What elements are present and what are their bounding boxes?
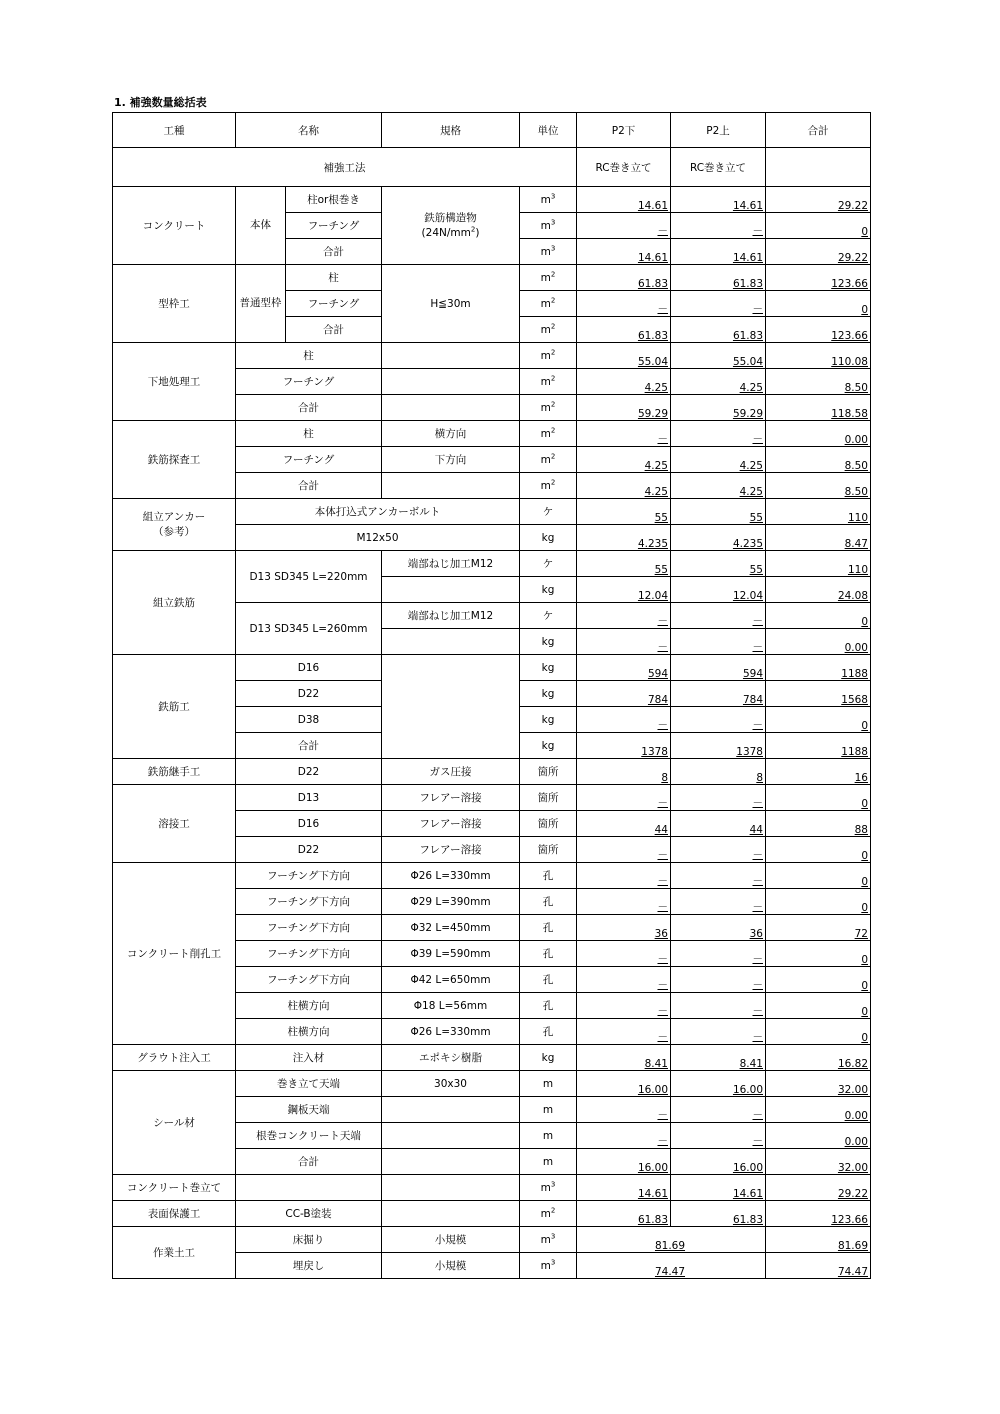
item-name: 巻き立て天端: [236, 1071, 382, 1097]
p2-lower-value: －: [577, 291, 671, 317]
table-row: [113, 863, 871, 889]
p2-upper-value: 16.00: [671, 1149, 766, 1175]
p2-lower-value: 55: [577, 551, 671, 577]
table-row: [113, 551, 871, 577]
p2-upper-value: －: [671, 837, 766, 863]
p2-upper-value: 1378: [671, 733, 766, 759]
p2-upper-value: －: [671, 941, 766, 967]
unit-cell: 孔: [520, 967, 577, 993]
spec-cell: フレアー溶接: [382, 837, 520, 863]
p2-lower-value: －: [577, 837, 671, 863]
unit-cell: $m^2$: [520, 317, 577, 343]
method-label: 補強工法: [113, 148, 577, 187]
p2-upper-value: －: [671, 1123, 766, 1149]
total-value: 0: [766, 889, 871, 915]
item-name: 合計: [236, 1149, 382, 1175]
unit-cell: 箇所: [520, 811, 577, 837]
total-value: 0: [766, 837, 871, 863]
p2-lower-value: －: [577, 1019, 671, 1045]
spec-cell: 横方向: [382, 421, 520, 447]
item-name: D22: [236, 759, 382, 785]
unit-cell: kg: [520, 629, 577, 655]
item-name: 本体打込式アンカーボルト: [236, 499, 520, 525]
unit-cell: 箇所: [520, 837, 577, 863]
unit-cell: m: [520, 1123, 577, 1149]
p2-lower-value: 16.00: [577, 1149, 671, 1175]
unit-cell: $m^2$: [520, 369, 577, 395]
table-row: [113, 113, 871, 148]
p2-upper-value: 55: [671, 499, 766, 525]
p2-upper-value: 61.83: [671, 317, 766, 343]
p2-lower-value: －: [577, 993, 671, 1019]
p2-upper-value: 4.235: [671, 525, 766, 551]
total-value: 123.66: [766, 1201, 871, 1227]
spec-cell: 端部ねじ加工M12: [382, 551, 520, 577]
item-name: CC-B塗装: [236, 1201, 382, 1227]
item-name: 鋼板天端: [236, 1097, 382, 1123]
p2-upper-value: 594: [671, 655, 766, 681]
p2-lower-value: －: [577, 967, 671, 993]
total-value: 8.50: [766, 447, 871, 473]
section-welding: 溶接工: [113, 785, 236, 863]
total-value: 8.50: [766, 473, 871, 499]
header-tani: 単位: [520, 113, 577, 148]
p2-lower-value: 14.61: [577, 1175, 671, 1201]
p2-combined-value: 74.47: [577, 1253, 766, 1279]
unit-cell: $m^3$: [520, 1253, 577, 1279]
p2-lower-value: －: [577, 863, 671, 889]
p2-lower-value: －: [577, 785, 671, 811]
total-value: 0.00: [766, 629, 871, 655]
p2-upper-value: 61.83: [671, 265, 766, 291]
p2-lower-value: －: [577, 603, 671, 629]
p2-upper-value: －: [671, 1019, 766, 1045]
p2-upper-value: 784: [671, 681, 766, 707]
item-name: 根巻コンクリート天端: [236, 1123, 382, 1149]
item-name: 注入材: [236, 1045, 382, 1071]
total-value: 110: [766, 551, 871, 577]
total-value: 1188: [766, 655, 871, 681]
item-name: D13: [236, 785, 382, 811]
total-value: 0: [766, 993, 871, 1019]
section-rebar-work: 鉄筋工: [113, 655, 236, 759]
p2-upper-value: －: [671, 707, 766, 733]
unit-cell: 孔: [520, 889, 577, 915]
item-name: 柱: [236, 421, 382, 447]
item-name: フーチング下方向: [236, 915, 382, 941]
item-name: フーチング下方向: [236, 967, 382, 993]
p2-combined-value: 81.69: [577, 1227, 766, 1253]
total-value: 1188: [766, 733, 871, 759]
p2-lower-value: 14.61: [577, 239, 671, 265]
spec-cell: 端部ねじ加工M12: [382, 603, 520, 629]
section-concrete: コンクリート: [113, 187, 236, 265]
table-row: [113, 1201, 871, 1227]
item-name: 合計: [236, 395, 382, 421]
table-row: [113, 785, 871, 811]
table-row: [113, 1227, 871, 1253]
table-row: [113, 148, 871, 187]
p2-lower-value: 8: [577, 759, 671, 785]
spec-cell: 30x30: [382, 1071, 520, 1097]
total-value: 1568: [766, 681, 871, 707]
p2-lower-value: 59.29: [577, 395, 671, 421]
total-value: 72: [766, 915, 871, 941]
unit-cell: m: [520, 1071, 577, 1097]
total-value: 88: [766, 811, 871, 837]
section-grout: グラウト注入工: [113, 1045, 236, 1071]
unit-cell: m: [520, 1149, 577, 1175]
p2-upper-value: 8: [671, 759, 766, 785]
unit-cell: m: [520, 1097, 577, 1123]
spec-concrete: 鉄筋構造物 $(24N/mm^2)$: [382, 187, 520, 265]
section-earthwork: 作業土工: [113, 1227, 236, 1279]
p2-lower-value: 44: [577, 811, 671, 837]
total-value: 123.66: [766, 317, 871, 343]
p2-lower-value: 594: [577, 655, 671, 681]
total-value: 16.82: [766, 1045, 871, 1071]
header-p2-lower: P2下: [577, 113, 671, 148]
total-value: 0: [766, 213, 871, 239]
spec-cell: Φ29 L=390mm: [382, 889, 520, 915]
p2-upper-value: －: [671, 291, 766, 317]
total-value: 8.50: [766, 369, 871, 395]
item-name: D13 SD345 L=220mm: [236, 551, 382, 603]
total-value: 29.22: [766, 1175, 871, 1201]
p2-upper-value: 59.29: [671, 395, 766, 421]
p2-upper-value: －: [671, 967, 766, 993]
p2-lower-value: －: [577, 421, 671, 447]
p2-lower-value: 16.00: [577, 1071, 671, 1097]
item-name: フーチング下方向: [236, 889, 382, 915]
spec-cell: [382, 343, 520, 369]
total-value: 0: [766, 291, 871, 317]
total-value: 32.00: [766, 1071, 871, 1097]
item-name: M12x50: [236, 525, 520, 551]
group-hontai: 本体: [236, 187, 286, 265]
reinforcement-quantity-table: [112, 112, 871, 1279]
item-name: フーチング: [286, 213, 382, 239]
p2-upper-value: 16.00: [671, 1071, 766, 1097]
spec-cell: [382, 1175, 520, 1201]
total-value: 110.08: [766, 343, 871, 369]
unit-cell: $m^2$: [520, 1201, 577, 1227]
p2-lower-value: 12.04: [577, 577, 671, 603]
unit-cell: $m^2$: [520, 291, 577, 317]
p2-lower-value: 4.235: [577, 525, 671, 551]
item-name: D38: [236, 707, 382, 733]
header-p2-upper: P2上: [671, 113, 766, 148]
unit-cell: 孔: [520, 915, 577, 941]
total-value: 24.08: [766, 577, 871, 603]
section-seal: シール材: [113, 1071, 236, 1175]
item-name: D16: [236, 655, 382, 681]
item-name: 合計: [236, 733, 382, 759]
unit-cell: 箇所: [520, 759, 577, 785]
p2-lower-value: 4.25: [577, 447, 671, 473]
p2-upper-value: 4.25: [671, 447, 766, 473]
spec-cell: [382, 395, 520, 421]
total-value: 29.22: [766, 187, 871, 213]
p2-upper-value: 61.83: [671, 1201, 766, 1227]
table-row: [113, 187, 871, 213]
spec-cell: Φ26 L=330mm: [382, 1019, 520, 1045]
spec-formwork: H≦30m: [382, 265, 520, 343]
p2-lower-value: 14.61: [577, 187, 671, 213]
unit-cell: kg: [520, 707, 577, 733]
item-name: フーチング: [236, 369, 382, 395]
total-value: 0: [766, 941, 871, 967]
p2-upper-value: 8.41: [671, 1045, 766, 1071]
total-value: 110: [766, 499, 871, 525]
unit-cell: $m^2$: [520, 421, 577, 447]
section-surface: 下地処理工: [113, 343, 236, 421]
unit-cell: $m^2$: [520, 473, 577, 499]
unit-cell: $m^2$: [520, 395, 577, 421]
p2-upper-value: 4.25: [671, 473, 766, 499]
spec-cell: 小規模: [382, 1253, 520, 1279]
item-name: 柱: [286, 265, 382, 291]
p2-upper-value: 44: [671, 811, 766, 837]
unit-cell: ケ: [520, 603, 577, 629]
p2-lower-value: 8.41: [577, 1045, 671, 1071]
spec-cell: 下方向: [382, 447, 520, 473]
spec-cell: 小規模: [382, 1227, 520, 1253]
item-name: 柱or根巻き: [286, 187, 382, 213]
item-name: 合計: [286, 317, 382, 343]
spec-cell: Φ39 L=590mm: [382, 941, 520, 967]
table-row: [113, 1071, 871, 1097]
unit-cell: $m^2$: [520, 265, 577, 291]
spec-cell: [382, 1201, 520, 1227]
p2-upper-value: －: [671, 785, 766, 811]
p2-upper-value: －: [671, 889, 766, 915]
table-row: [113, 343, 871, 369]
spec-cell: [382, 1097, 520, 1123]
spec-cell: ガス圧接: [382, 759, 520, 785]
item-name: D13 SD345 L=260mm: [236, 603, 382, 655]
p2-lower-value: －: [577, 707, 671, 733]
p2-lower-value: 61.83: [577, 317, 671, 343]
total-value: 32.00: [766, 1149, 871, 1175]
total-value: 0: [766, 967, 871, 993]
p2-upper-value: 12.04: [671, 577, 766, 603]
p2-lower-value: 784: [577, 681, 671, 707]
item-name: [236, 1175, 382, 1201]
spec-cell: Φ32 L=450mm: [382, 915, 520, 941]
section-drilling: コンクリート削孔工: [113, 863, 236, 1045]
item-name: 柱横方向: [236, 993, 382, 1019]
header-total: 合計: [766, 113, 871, 148]
unit-cell: $m^3$: [520, 187, 577, 213]
p2-upper-value: －: [671, 863, 766, 889]
unit-cell: 孔: [520, 1019, 577, 1045]
section-rebar-joint: 鉄筋継手工: [113, 759, 236, 785]
item-name: フーチング下方向: [236, 941, 382, 967]
total-value: 118.58: [766, 395, 871, 421]
table-row: [113, 1175, 871, 1201]
p2-lower-value: 55.04: [577, 343, 671, 369]
p2-upper-value: －: [671, 1097, 766, 1123]
spec-cell: Φ18 L=56mm: [382, 993, 520, 1019]
spec-cell: [382, 1123, 520, 1149]
p2-upper-value: 14.61: [671, 187, 766, 213]
spec-cell: エポキシ樹脂: [382, 1045, 520, 1071]
item-name: 柱横方向: [236, 1019, 382, 1045]
item-name: D22: [236, 837, 382, 863]
unit-cell: 孔: [520, 941, 577, 967]
p2-upper-value: －: [671, 993, 766, 1019]
total-value: 0: [766, 785, 871, 811]
page-title: 1. 補強数量総括表: [114, 96, 207, 109]
item-name: 埋戻し: [236, 1253, 382, 1279]
spec-cell: [382, 577, 520, 603]
total-value: 0.00: [766, 1123, 871, 1149]
spec-cell: [382, 1149, 520, 1175]
p2-upper-value: 14.61: [671, 239, 766, 265]
section-assembly-rebar: 組立鉄筋: [113, 551, 236, 655]
item-name: フーチング: [286, 291, 382, 317]
spec-cell: [382, 473, 520, 499]
p2-lower-value: －: [577, 889, 671, 915]
p2-lower-value: 61.83: [577, 1201, 671, 1227]
header-meisho: 名称: [236, 113, 382, 148]
unit-cell: kg: [520, 1045, 577, 1071]
method-p2-upper: RC巻き立て: [671, 148, 766, 187]
header-koshu: 工種: [113, 113, 236, 148]
unit-cell: kg: [520, 733, 577, 759]
table-row: [113, 499, 871, 525]
unit-cell: $m^2$: [520, 343, 577, 369]
item-name: D16: [236, 811, 382, 837]
method-total: [766, 148, 871, 187]
spec-cell: [382, 629, 520, 655]
p2-lower-value: 36: [577, 915, 671, 941]
section-protection: 表面保護工: [113, 1201, 236, 1227]
item-name: 合計: [286, 239, 382, 265]
unit-cell: ケ: [520, 551, 577, 577]
spec-cell: Φ26 L=330mm: [382, 863, 520, 889]
item-name: フーチング下方向: [236, 863, 382, 889]
p2-lower-value: 1378: [577, 733, 671, 759]
p2-upper-value: －: [671, 213, 766, 239]
p2-upper-value: 36: [671, 915, 766, 941]
unit-cell: kg: [520, 681, 577, 707]
p2-upper-value: －: [671, 421, 766, 447]
total-value: 81.69: [766, 1227, 871, 1253]
p2-lower-value: －: [577, 1097, 671, 1123]
table-row: [113, 421, 871, 447]
total-value: 0: [766, 863, 871, 889]
unit-cell: $m^3$: [520, 213, 577, 239]
unit-cell: kg: [520, 655, 577, 681]
p2-lower-value: －: [577, 1123, 671, 1149]
item-name: 合計: [236, 473, 382, 499]
item-name: 床掘り: [236, 1227, 382, 1253]
unit-cell: $m^3$: [520, 239, 577, 265]
spec-cell: [382, 655, 520, 759]
item-name: フーチング: [236, 447, 382, 473]
p2-upper-value: 55: [671, 551, 766, 577]
p2-lower-value: 61.83: [577, 265, 671, 291]
p2-lower-value: 55: [577, 499, 671, 525]
p2-lower-value: －: [577, 941, 671, 967]
unit-cell: $m^3$: [520, 1175, 577, 1201]
total-value: 0: [766, 1019, 871, 1045]
spec-cell: フレアー溶接: [382, 811, 520, 837]
total-value: 0: [766, 603, 871, 629]
table-row: [113, 759, 871, 785]
p2-lower-value: 4.25: [577, 369, 671, 395]
item-name: D22: [236, 681, 382, 707]
spec-cell: フレアー溶接: [382, 785, 520, 811]
unit-cell: 箇所: [520, 785, 577, 811]
header-kikaku: 規格: [382, 113, 520, 148]
p2-upper-value: －: [671, 629, 766, 655]
section-formwork: 型枠工: [113, 265, 236, 343]
spec-cell: Φ42 L=650mm: [382, 967, 520, 993]
unit-cell: 孔: [520, 993, 577, 1019]
unit-cell: $m^3$: [520, 1227, 577, 1253]
total-value: 123.66: [766, 265, 871, 291]
total-value: 0.00: [766, 1097, 871, 1123]
method-p2-lower: RC巻き立て: [577, 148, 671, 187]
total-value: 0.00: [766, 421, 871, 447]
p2-upper-value: －: [671, 603, 766, 629]
unit-cell: 孔: [520, 863, 577, 889]
unit-cell: kg: [520, 525, 577, 551]
table-row: [113, 655, 871, 681]
total-value: 8.47: [766, 525, 871, 551]
p2-lower-value: －: [577, 213, 671, 239]
total-value: 74.47: [766, 1253, 871, 1279]
section-rebar_survey: 鉄筋探査工: [113, 421, 236, 499]
item-name: 柱: [236, 343, 382, 369]
total-value: 0: [766, 707, 871, 733]
unit-cell: kg: [520, 577, 577, 603]
total-value: 29.22: [766, 239, 871, 265]
spec-cell: [382, 369, 520, 395]
table-row: [113, 265, 871, 291]
p2-upper-value: 55.04: [671, 343, 766, 369]
p2-upper-value: 14.61: [671, 1175, 766, 1201]
unit-cell: $m^2$: [520, 447, 577, 473]
unit-cell: ケ: [520, 499, 577, 525]
p2-upper-value: 4.25: [671, 369, 766, 395]
section-wrap-concrete: コンクリート巻立て: [113, 1175, 236, 1201]
group-futsu-katawaku: 普通型枠: [236, 265, 286, 343]
p2-lower-value: 4.25: [577, 473, 671, 499]
total-value: 16: [766, 759, 871, 785]
table-row: [113, 1045, 871, 1071]
p2-lower-value: －: [577, 629, 671, 655]
section-anchor: 組立アンカー （参考）: [113, 499, 236, 551]
